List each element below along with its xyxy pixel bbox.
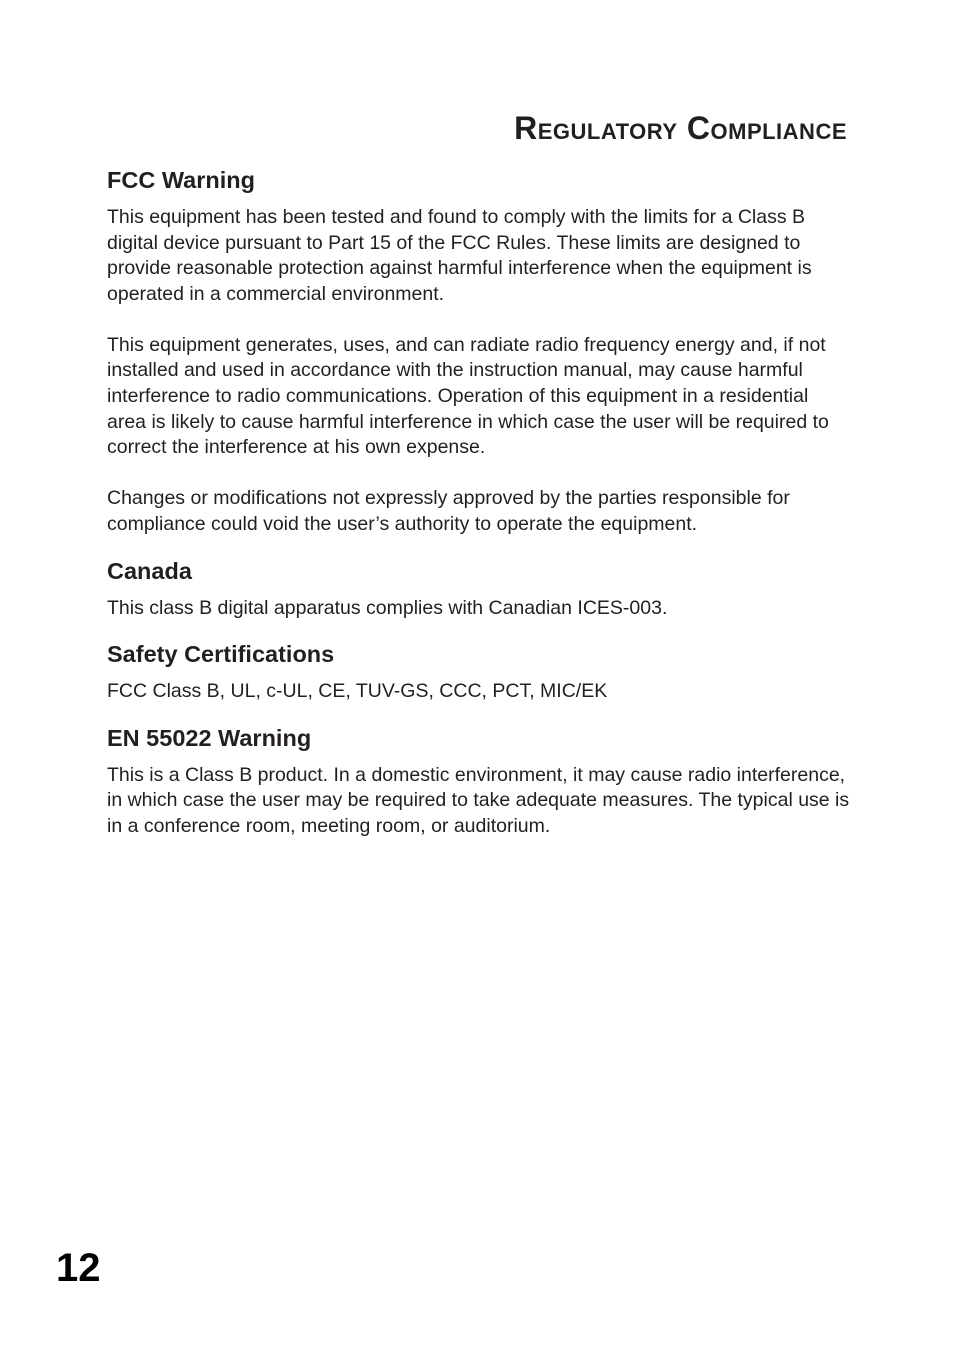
canada-heading: Canada: [107, 557, 192, 584]
fcc-paragraph-1: This equipment has been tested and found to comply with the limits for a Class B digital device pursuant to Part 15 of the FCC Rules. These limits are designed to provide reasonable protection against harmful interference when the equipment is operated in a commercial environment.: [107, 206, 812, 305]
document-body: [107, 163, 852, 840]
page-number: 12: [56, 1246, 101, 1290]
canada-paragraph: This class B digital apparatus complies with Canadian ICES-003.: [107, 596, 668, 619]
safety-certifications-heading: Safety Certifications: [107, 641, 335, 668]
fcc-warning-heading: FCC Warning: [107, 167, 255, 193]
fcc-paragraph-2: This equipment generates, uses, and can radiate radio frequency energy and, if not installed and used in accordance with the instruction manual, may cause harmful interference to radio communications. Operation of this equipment in a residential area is likely to cause harmful interference in which case the user will be required to correct the interference at his own expense.: [107, 333, 829, 459]
en55022-warning-heading: EN 55022 Warning: [107, 724, 312, 751]
fcc-paragraph-3: Changes or modifications not expressly approved by the parties responsible for compliance could void the user’s authority to operate the equipment.: [107, 487, 790, 535]
en55022-warning-paragraph: This is a Class B product. In a domestic environment, it may cause radio interference, in which case the user may be required to take adequate measures. The typical use is in a conference room, meeting room, or auditorium.: [107, 763, 850, 837]
page-title: Regulatory Compliance: [514, 110, 847, 146]
safety-certifications-paragraph: FCC Class B, UL, c-UL, CE, TUV-GS, CCC, PCT, MIC/EK: [107, 680, 608, 703]
